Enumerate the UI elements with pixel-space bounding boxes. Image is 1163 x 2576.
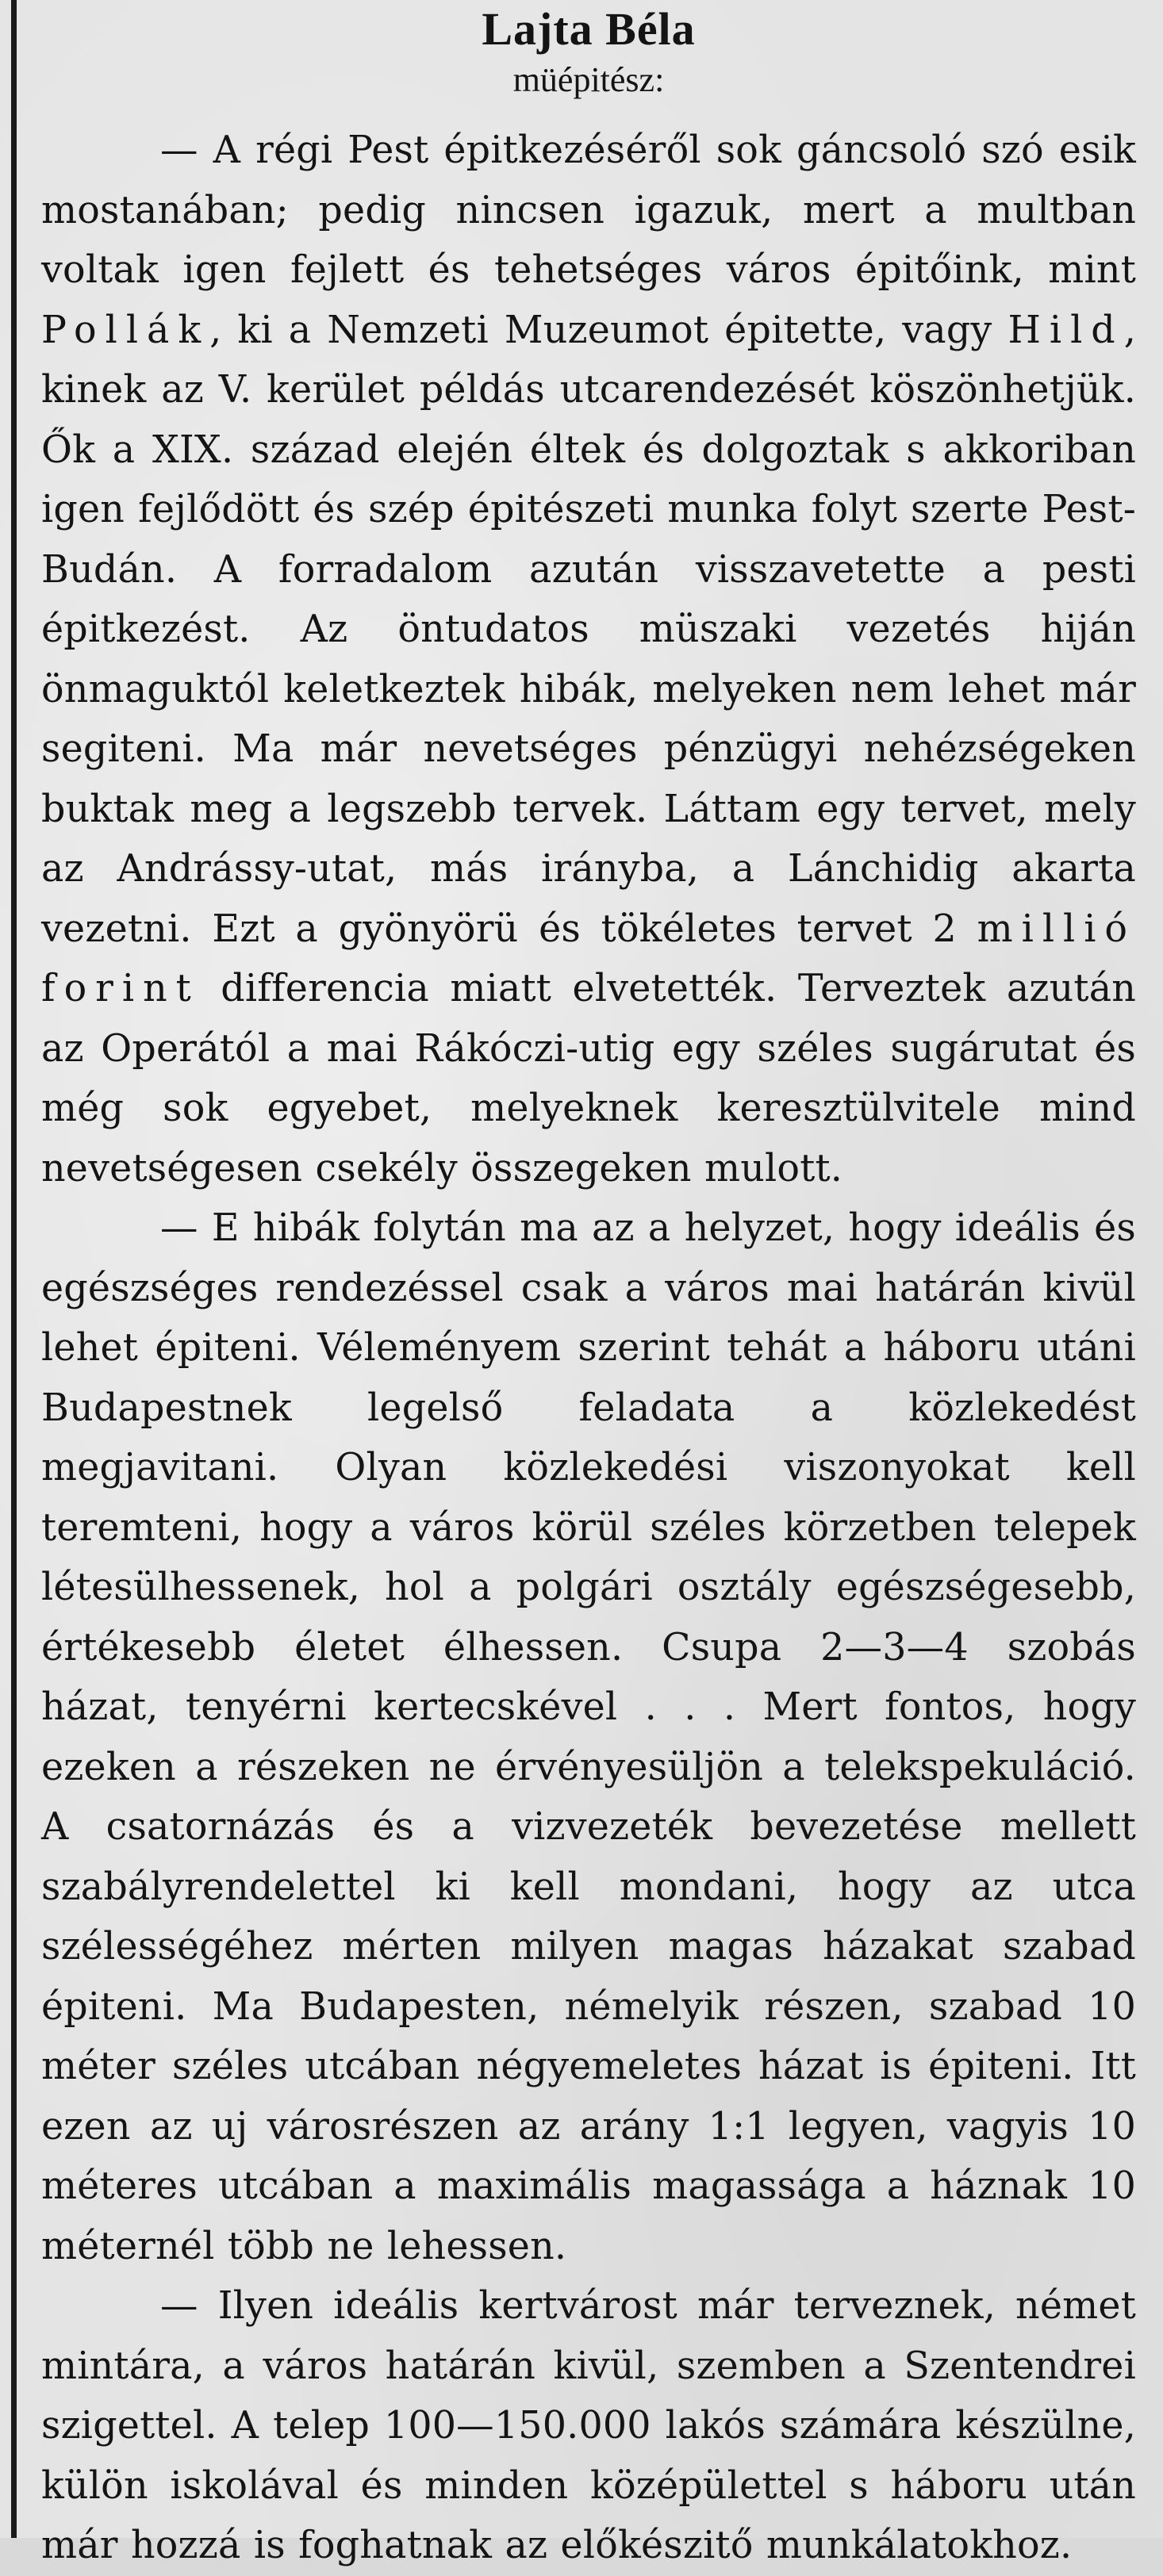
article-paragraph <box>41 1198 1136 2276</box>
column-rule <box>11 0 17 2538</box>
paragraph-text: , ki a Nemzeti Muzeumot épitette, vagy <box>209 308 1008 352</box>
emphasized-text: Pollák <box>41 308 210 352</box>
article-subtitle: müépitész: <box>512 60 665 99</box>
paragraph-text: — Ilyen ideális kertvárost már terveznek, német mintára, a város határán kivül, szemben a Szentendrei szigettel. A telep 100—150.000 lakós számára készülne, külön iskolával és minden középülettel s háboru után már hozzá is foghatnak az előkészitő munkálatokhoz. <box>41 2284 1136 2567</box>
emphasized-text: millió forint <box>41 907 1136 1010</box>
paragraph-text: differencia miatt elvetették. Terveztek azután az Operától a mai Rákóczi-utig egy széles sugárutat és még sok egyebet, melyeknek keresztülvitele mind nevetségesen csekély összegeken mulott. <box>41 967 1136 1190</box>
article-title: Lajta Béla <box>482 3 696 55</box>
paragraph-text: , kinek az V. kerület példás utcarendezését köszönhetjük. Ők a XIX. század elején éltek és dolgoztak s akkoriban igen fejlődött és szép épitészeti munka folyt szerte Pest-Budán. A forradalom azután visszavetette a pesti épitkezést. Az öntudatos müszaki vezetés hiján önmaguktól keletkeztek hibák, melyeken nem lehet már segiteni. Ma már nevetséges pénzügyi nehézségeken buktak meg a legszebb tervek. Láttam egy tervet, mely az Andrássy-utat, más irányba, a Lánchidig akarta vezetni. Ezt a gyönyörü és tökéletes tervet 2 <box>41 308 1136 951</box>
article-paragraph <box>41 121 1136 1198</box>
emphasized-text: Hild <box>1008 308 1124 352</box>
paragraph-text: — E hibák folytán ma az a helyzet, hogy ideális és egészséges rendezéssel csak a város mai határán kivül lehet épiteni. Véleményem szerint tehát a háboru utáni Budapestnek legelső feladata a közlekedést megjavitani. Olyan közlekedési viszonyokat kell teremteni, hogy a város körül széles körzetben telepek létesülhessenek, hol a polgári osztály egészségesebb, értékesebb életet élhessen. Csupa 2—3—4 szobás házat, tenyérni kertecskével . . . Mert fontos, hogy ezeken a részeken ne érvényesüljön a telekspekuláció. A csatornázás és a vizvezeték bevezetése mellett szabályrendelettel ki kell mondani, hogy az utca szélességéhez mérten milyen magas házakat szabad épiteni. Ma Budapesten, némelyik részen, szabad 10 méter széles utcában négyemeletes házat is épiteni. Itt ezen az uj városrészen az arány 1:1 legyen, vagyis 10 méteres utcában a maximális magassága a háznak 10 méternél több ne lehessen. <box>41 1206 1136 2268</box>
article-paragraph <box>41 2276 1136 2576</box>
article-column <box>41 0 1136 2576</box>
article-body <box>41 121 1136 2576</box>
paragraph-text: — A régi Pest épitkezéséről sok gáncsoló szó esik mostanában; pedig nincsen igazuk, mert a multban voltak igen fejlett és tehetséges város épitőink, mint <box>41 128 1136 292</box>
